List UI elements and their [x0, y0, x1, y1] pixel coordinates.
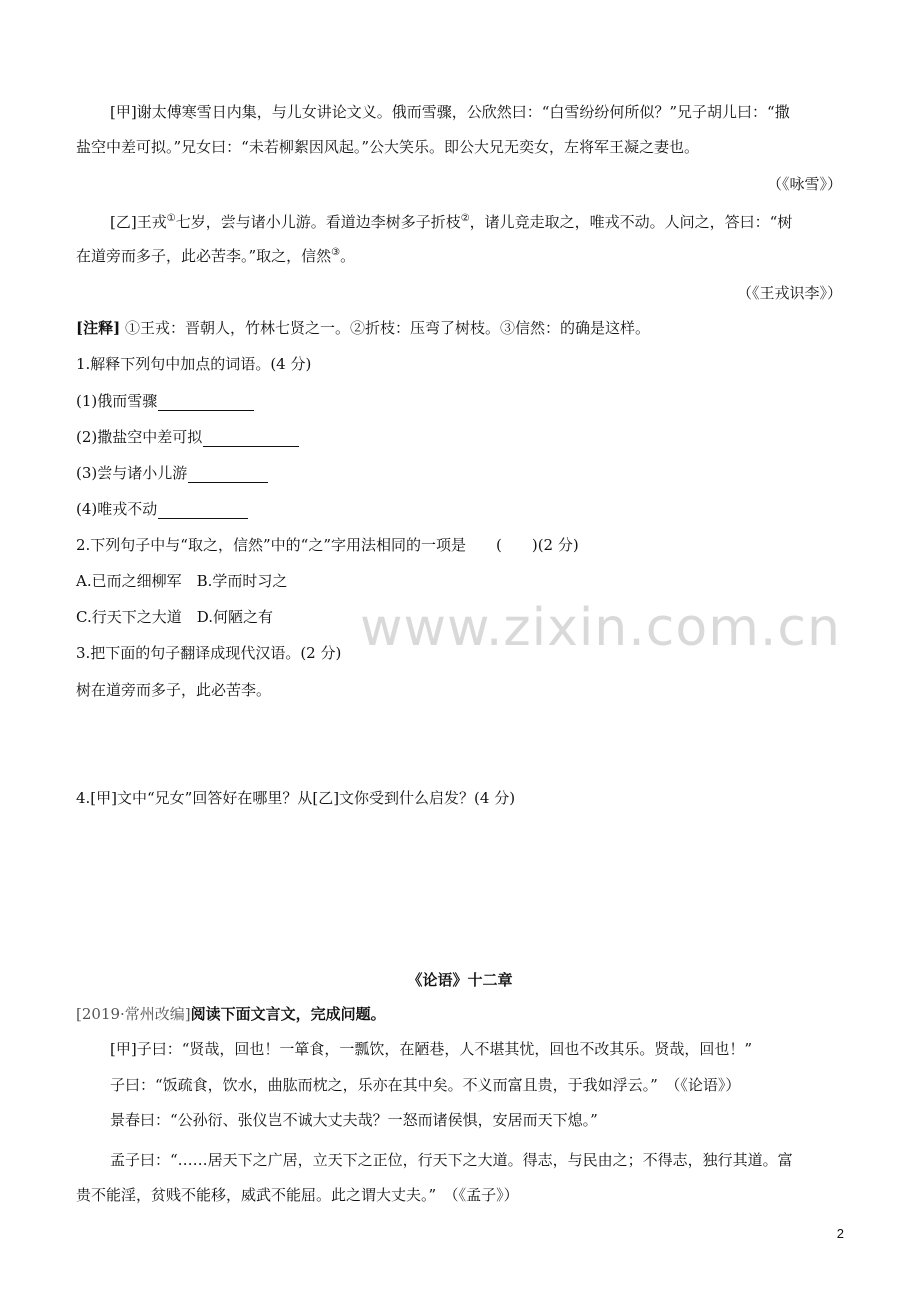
answer-blank[interactable] [188, 466, 268, 483]
question-text: (3)尝与诸小儿游 [76, 464, 188, 482]
page-number: 2 [836, 1226, 844, 1241]
answer-blank[interactable] [203, 430, 299, 447]
section-intro [76, 1004, 386, 1024]
section-title: 《论语》十二章 [407, 971, 513, 989]
notes-label: [注释] [76, 319, 121, 337]
passage-yi-text: 在道旁而多子，此必苦李。”取之，信然 [76, 247, 332, 265]
question-1: 1.解释下列句中加点的词语。(4 分) [76, 355, 312, 373]
answer-blank[interactable] [158, 502, 248, 519]
notes [76, 318, 650, 338]
passage-yi-text: 。 [340, 247, 356, 265]
lunyu-paragraph-1: [甲]子曰：“贤哉，回也！一箪食，一瓢饮，在陋巷，人不堪其忧，回也不改其乐。贤哉，回也！” [110, 1040, 753, 1058]
passage-jia-line1: [甲]谢太傅寒雪日内集，与儿女讲论文义。俄而雪骤，公欣然曰：“白雪纷纷何所似？”兄子胡儿曰：“撒 [110, 103, 790, 121]
watermark: www.zixin.com.cn [360, 598, 841, 658]
question-3: 3.把下面的句子翻译成现代汉语。(2 分) [76, 644, 342, 662]
passage-yi-text: 七岁，尝与诸小儿游。看道边李树多子折枝 [175, 213, 461, 231]
footnote-marker: ② [460, 213, 470, 224]
passage-yi-text: ，诸儿竞走取之，唯戎不动。人问之，答曰：“树 [469, 213, 793, 231]
passage-yi-source: （《王戎识李》） [736, 284, 842, 302]
notes-text: ①王戎：晋朝人，竹林七贤之一。②折枝：压弯了树枝。③信然：的确是这样。 [124, 319, 650, 337]
passage-jia-source: （《咏雪》） [766, 175, 842, 193]
mengzi-paragraph-2-line1: 孟子曰：“……居天下之广居，立天下之正位，行天下之大道。得志，与民由之；不得志，独行其道。富 [110, 1151, 793, 1169]
footnote-marker: ③ [331, 247, 341, 258]
footnote-marker: ① [166, 213, 176, 224]
question-1-item-4 [76, 499, 248, 519]
question-text: (4)唯戎不动 [76, 500, 158, 518]
question-3-sentence: 树在道旁而多子，此必苦李。 [76, 681, 272, 699]
passage-yi-line2 [76, 246, 355, 266]
passage-yi-line1 [110, 212, 792, 232]
question-1-item-3 [76, 463, 268, 483]
question-2-options-cd: C.行天下之大道 D.何陋之有 [76, 608, 273, 626]
question-1-item-1 [76, 391, 254, 411]
question-4: 4.[甲]文中“兄女”回答好在哪里？从[乙]文你受到什么启发？(4 分) [76, 789, 516, 807]
mengzi-paragraph-1: 景春曰：“公孙衍、张仪岂不诚大丈夫哉？一怒而诸侯惧，安居而天下熄。” [110, 1111, 598, 1129]
instruction: 阅读下面文言文，完成问题。 [190, 1005, 386, 1023]
answer-blank[interactable] [158, 394, 254, 411]
question-1-item-2 [76, 427, 299, 447]
lunyu-paragraph-2: 子曰：“饭疏食，饮水，曲肱而枕之，乐亦在其中矣。不义而富且贵，于我如浮云。” （《论语》） [110, 1076, 741, 1094]
passage-jia-line2: 盐空中差可拟。”兄女曰：“未若柳絮因风起。”公大笑乐。即公大兄无奕女，左将军王凝之妻也。 [76, 138, 700, 156]
source-tag: [2019·常州改编] [76, 1005, 191, 1023]
question-text: (2)撒盐空中差可拟 [76, 428, 203, 446]
question-text: (1)俄而雪骤 [76, 392, 158, 410]
question-2-options-ab: A.已而之细柳军 B.学而时习之 [76, 572, 288, 590]
passage-yi-text: [乙]王戎 [110, 213, 167, 231]
question-2: 2.下列句子中与“取之，信然”中的“之”字用法相同的一项是 ( )(2 分) [76, 536, 579, 554]
mengzi-paragraph-2-line2: 贵不能淫，贫贱不能移，威武不能屈。此之谓大丈夫。” （《孟子》） [76, 1186, 519, 1204]
